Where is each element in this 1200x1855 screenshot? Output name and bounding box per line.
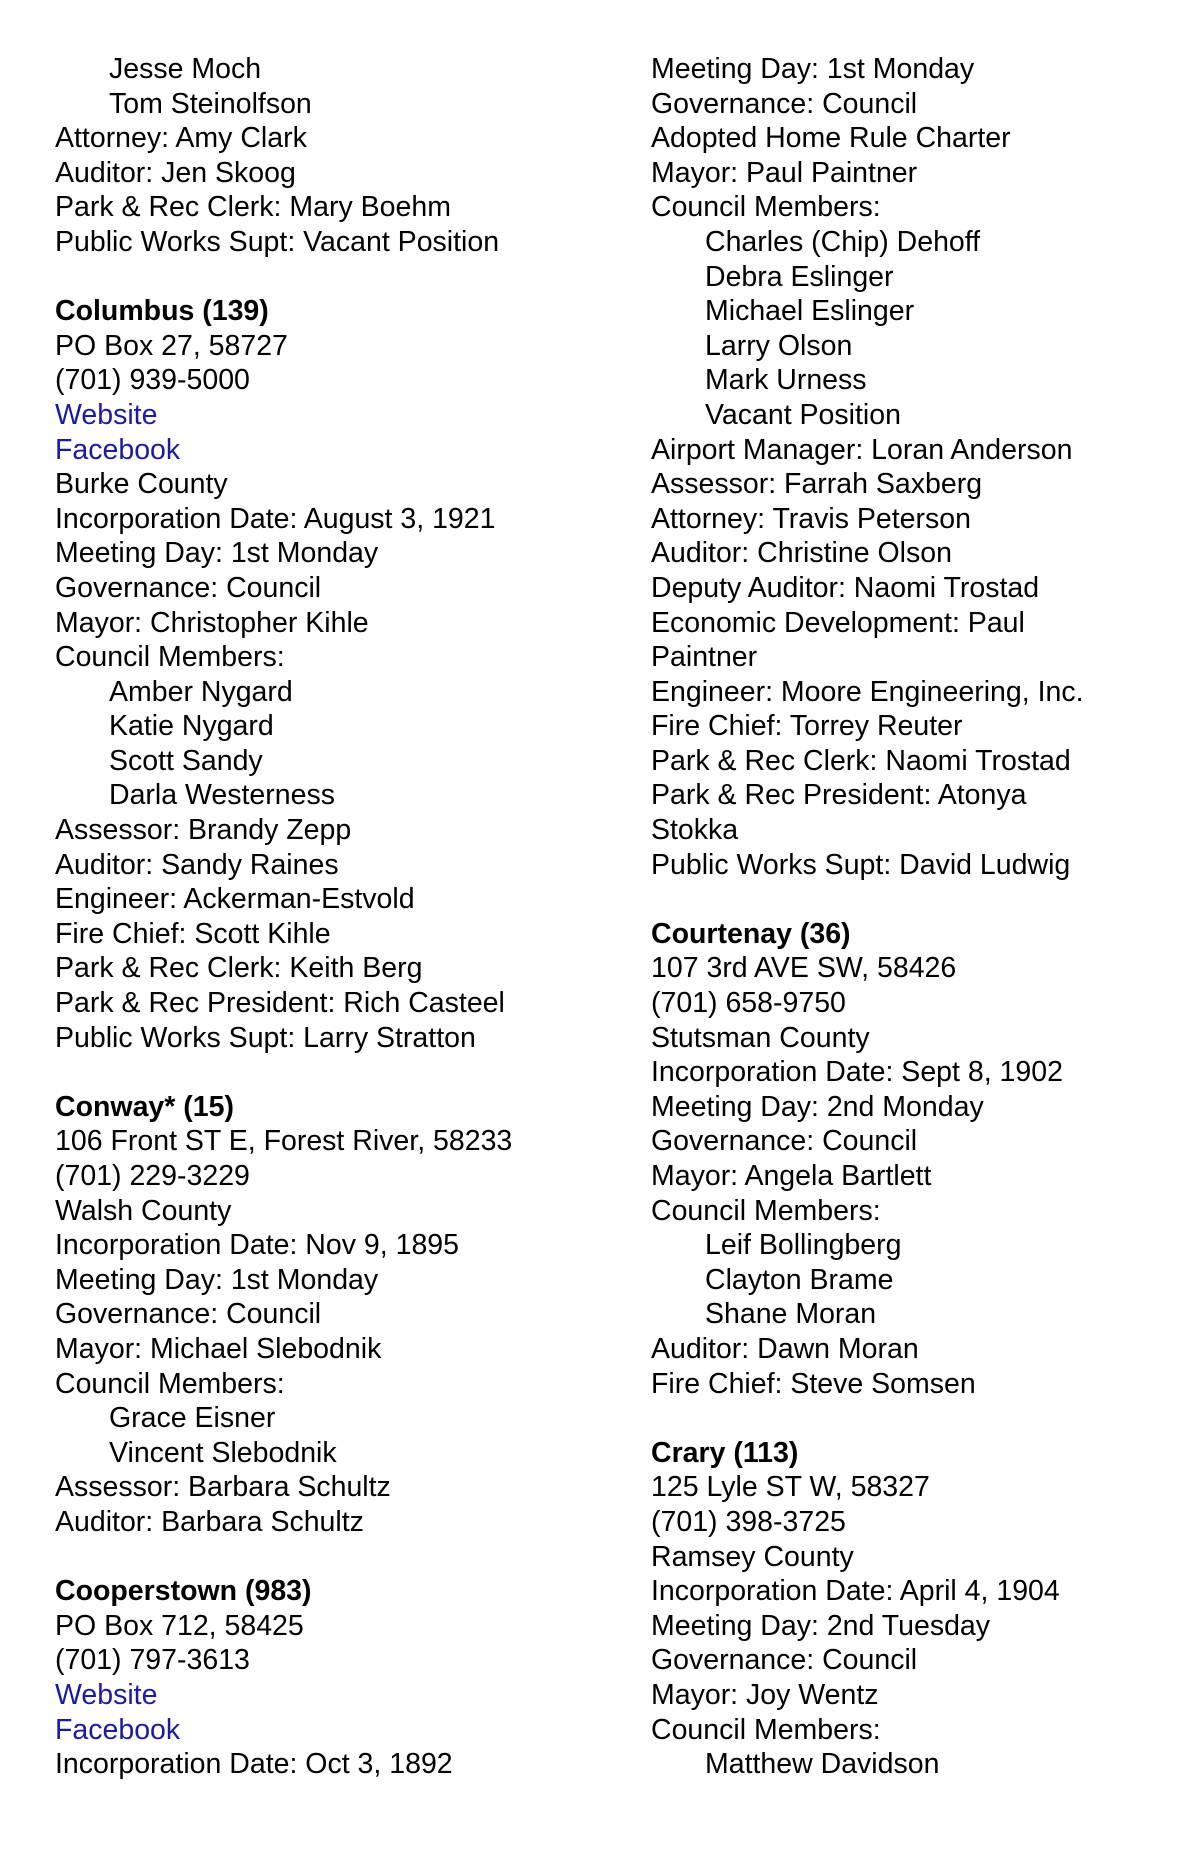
info-line: Mayor: Paul Paintner <box>651 156 918 189</box>
info-line: Governance: Council <box>651 1644 918 1677</box>
council-member: Vacant Position <box>705 398 901 431</box>
info-line: Walsh County <box>55 1194 232 1227</box>
info-line: Meeting Day: 2nd Tuesday <box>651 1609 991 1642</box>
facebook-link[interactable]: Facebook <box>55 433 181 466</box>
info-line: Council Members: <box>651 191 881 224</box>
council-member: Leif Bollingberg <box>705 1229 902 1262</box>
info-line: (701) 939-5000 <box>55 364 250 397</box>
info-line: Incorporation Date: August 3, 1921 <box>55 502 496 535</box>
city-heading-courtenay-36: Courtenay (36) <box>651 917 851 950</box>
info-line: Paintner <box>651 641 758 674</box>
info-line: Public Works Supt: David Ludwig <box>651 848 1071 881</box>
info-line: Fire Chief: Steve Somsen <box>651 1367 976 1400</box>
website-link[interactable]: Website <box>55 1678 158 1711</box>
info-line: Incorporation Date: Oct 3, 1892 <box>55 1748 453 1781</box>
info-line: Incorporation Date: April 4, 1904 <box>651 1575 1060 1608</box>
council-member: Grace Eisner <box>109 1402 276 1435</box>
info-line: 106 Front ST E, Forest River, 58233 <box>55 1125 513 1158</box>
city-heading-cooperstown-983: Cooperstown (983) <box>55 1575 312 1608</box>
info-line: Council Members: <box>651 1713 881 1746</box>
info-line: Assessor: Barbara Schultz <box>55 1471 391 1504</box>
info-line: Auditor: Barbara Schultz <box>55 1505 364 1538</box>
info-line: Economic Development: Paul <box>651 606 1025 639</box>
info-line: Meeting Day: 1st Monday <box>55 1263 379 1296</box>
info-line: Meeting Day: 1st Monday <box>651 53 975 85</box>
info-line: Assessor: Farrah Saxberg <box>651 468 983 501</box>
right-column <box>651 52 1191 1782</box>
info-line: Fire Chief: Scott Kihle <box>55 917 331 950</box>
info-line: Ramsey County <box>651 1540 854 1573</box>
info-line: Mayor: Christopher Kihle <box>55 606 369 639</box>
info-line: Airport Manager: Loran Anderson <box>651 433 1073 466</box>
city-heading-conway-15: Conway* (15) <box>55 1090 234 1123</box>
info-line: Stutsman County <box>651 1021 870 1054</box>
info-line: Attorney: Amy Clark <box>55 122 307 155</box>
spacer <box>651 1401 1191 1436</box>
info-line: Incorporation Date: Sept 8, 1902 <box>651 1056 1063 1089</box>
spacer <box>55 260 615 295</box>
info-line: Assessor: Brandy Zepp <box>55 814 352 847</box>
council-member: Tom Steinolfson <box>109 87 312 120</box>
council-member: Amber Nygard <box>109 675 293 708</box>
info-line: Governance: Council <box>651 1125 918 1158</box>
council-member: Jesse Moch <box>109 53 262 85</box>
info-line: Fire Chief: Torrey Reuter <box>651 710 963 743</box>
council-member: Larry Olson <box>705 329 853 362</box>
info-line: Mayor: Michael Slebodnik <box>55 1332 382 1365</box>
info-line: Meeting Day: 1st Monday <box>55 537 379 570</box>
info-line: Park & Rec Clerk: Keith Berg <box>55 952 423 985</box>
left-column <box>55 52 615 1782</box>
council-member: Clayton Brame <box>705 1263 894 1296</box>
info-line: Engineer: Moore Engineering, Inc. <box>651 675 1084 708</box>
info-line: (701) 797-3613 <box>55 1644 250 1677</box>
info-line: Incorporation Date: Nov 9, 1895 <box>55 1229 459 1262</box>
website-link[interactable]: Website <box>55 398 158 431</box>
info-line: Public Works Supt: Larry Stratton <box>55 1021 476 1054</box>
info-line: 107 3rd AVE SW, 58426 <box>651 952 957 985</box>
spacer <box>651 882 1191 917</box>
spacer <box>55 1055 615 1090</box>
info-line: Park & Rec Clerk: Naomi Trostad <box>651 744 1071 777</box>
council-member: Debra Eslinger <box>705 260 894 293</box>
info-line: Governance: Council <box>55 1298 322 1331</box>
city-heading-crary-113: Crary (113) <box>651 1436 799 1469</box>
info-line: Park & Rec Clerk: Mary Boehm <box>55 191 451 224</box>
info-line: Mayor: Angela Bartlett <box>651 1160 932 1192</box>
info-line: Council Members: <box>55 1367 285 1400</box>
info-line: Mayor: Joy Wentz <box>651 1678 879 1711</box>
info-line: PO Box 712, 58425 <box>55 1609 304 1642</box>
info-line: Meeting Day: 2nd Monday <box>651 1090 984 1123</box>
info-line: Auditor: Jen Skoog <box>55 156 296 189</box>
council-member: Shane Moran <box>705 1298 877 1331</box>
info-line: 125 Lyle ST W, 58327 <box>651 1471 930 1504</box>
info-line: Council Members: <box>55 641 285 674</box>
info-line: Council Members: <box>651 1194 881 1227</box>
info-line: Park & Rec President: Rich Casteel <box>55 987 505 1020</box>
city-heading-columbus-139: Columbus (139) <box>55 295 269 328</box>
info-line: (701) 658-9750 <box>651 987 846 1020</box>
council-member: Michael Eslinger <box>705 295 915 328</box>
council-member: Mark Urness <box>705 364 867 397</box>
council-member: Darla Westerness <box>109 779 335 812</box>
info-line: Stokka <box>651 814 739 847</box>
info-line: Governance: Council <box>651 87 918 120</box>
info-line: Auditor: Dawn Moran <box>651 1332 919 1365</box>
info-line: PO Box 27, 58727 <box>55 329 288 362</box>
council-member: Katie Nygard <box>109 710 274 743</box>
info-line: Auditor: Christine Olson <box>651 537 952 570</box>
info-line: Auditor: Sandy Raines <box>55 848 339 881</box>
info-line: Governance: Council <box>55 571 322 604</box>
spacer <box>55 1540 615 1575</box>
info-line: Attorney: Travis Peterson <box>651 502 971 535</box>
council-member: Matthew Davidson <box>705 1748 940 1781</box>
info-line: Park & Rec President: Atonya <box>651 779 1027 812</box>
info-line: Deputy Auditor: Naomi Trostad <box>651 571 1040 604</box>
info-line: Burke County <box>55 468 228 501</box>
info-line: Adopted Home Rule Charter <box>651 122 1011 155</box>
info-line: (701) 229-3229 <box>55 1160 250 1192</box>
info-line: Engineer: Ackerman-Estvold <box>55 883 415 916</box>
council-member: Scott Sandy <box>109 744 263 777</box>
facebook-link[interactable]: Facebook <box>55 1713 181 1746</box>
council-member: Vincent Slebodnik <box>109 1436 337 1469</box>
info-line: (701) 398-3725 <box>651 1505 846 1538</box>
info-line: Public Works Supt: Vacant Position <box>55 225 500 258</box>
council-member: Charles (Chip) Dehoff <box>705 225 981 258</box>
